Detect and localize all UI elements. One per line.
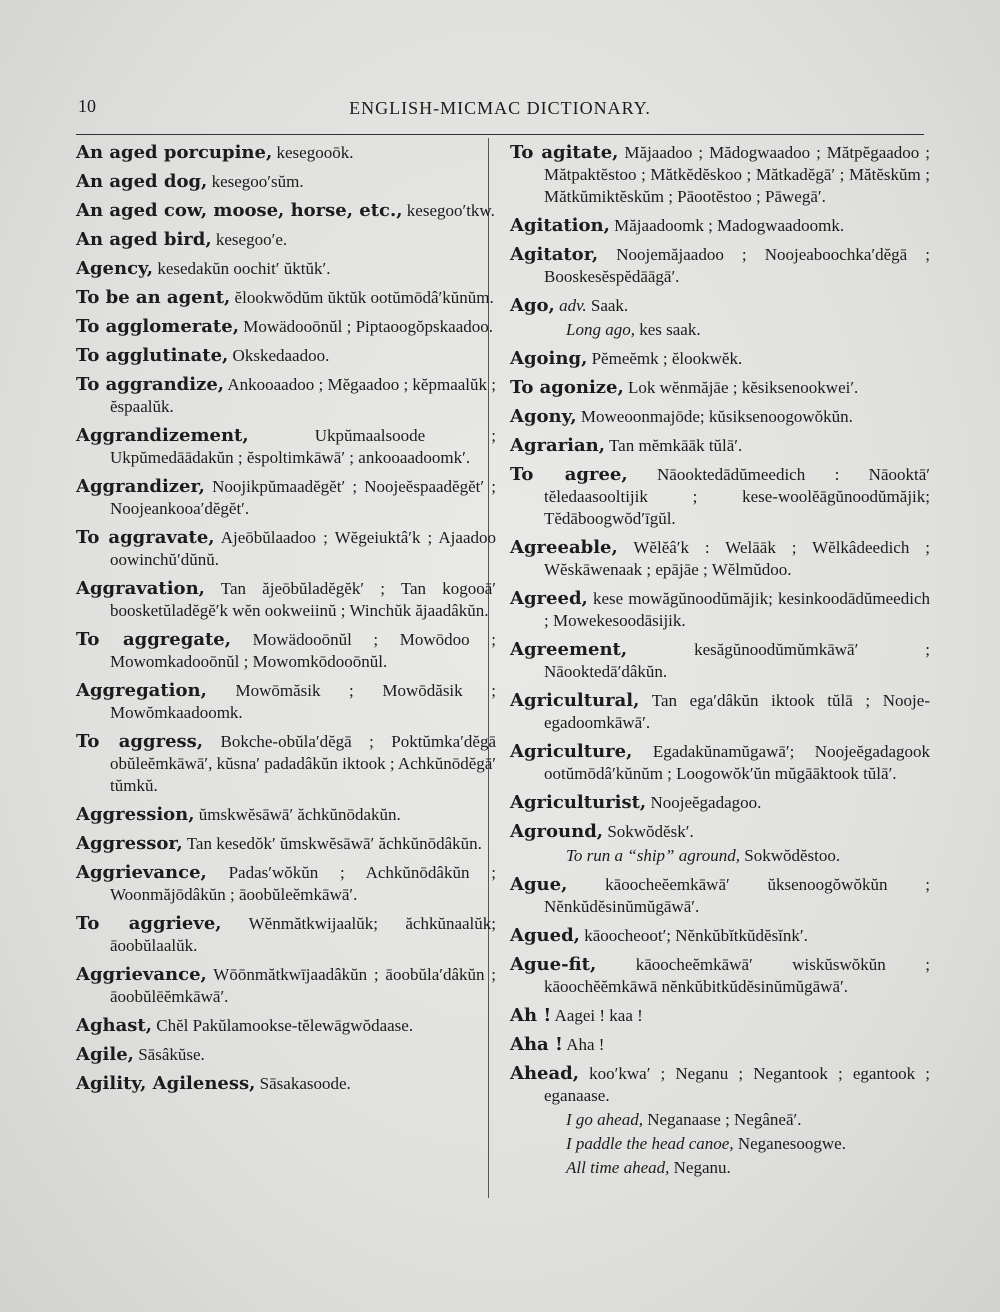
entry-headword: An aged dog, <box>76 171 208 192</box>
entry-headword: Aggravation, <box>76 578 205 599</box>
entry-gloss: Măjaadoomk ; Madogwaadoomk. <box>609 216 845 235</box>
entry-gloss: Padas′wŏkŭn ; Achkŭnōdâkŭn ; Woonmăjōdâkŭn ; āoobŭleĕmkāwā′. <box>110 863 496 904</box>
entry-gloss: Moweoonmajōde; kŭsiksenoogowŏkŭn. <box>576 407 853 426</box>
entry-headword: Agreed, <box>510 588 588 609</box>
entry-headword: Agued, <box>510 925 580 946</box>
dictionary-entry <box>76 1044 496 1066</box>
dictionary-entry <box>76 1073 496 1095</box>
entry-gloss: Mowädooōnŭl ; Piptaoogŏpskaadoo. <box>238 317 494 336</box>
dictionary-entry <box>510 874 930 918</box>
subentry-gloss: Neganu. <box>669 1158 731 1177</box>
entry-gloss: kesedakŭn oochit′ ŭktŭk′. <box>153 259 331 278</box>
dictionary-entry <box>510 741 930 785</box>
dictionary-entry <box>76 258 496 280</box>
dictionary-entry <box>510 348 930 370</box>
entry-gloss: Aagei ! kaa ! <box>551 1006 643 1025</box>
entry-headword: Agricultural, <box>510 690 640 711</box>
entry-headword: Agility, Agileness, <box>76 1073 256 1094</box>
page-header <box>0 96 1000 126</box>
dictionary-entry <box>76 171 496 193</box>
entry-gloss: Tan mĕmkāāk tŭlā′. <box>605 436 743 455</box>
subentry-phrase: I go ahead, <box>566 1110 643 1129</box>
dictionary-entry <box>76 804 496 826</box>
dictionary-subentry <box>510 1157 930 1179</box>
entry-gloss: Okskedaadoo. <box>228 346 330 365</box>
entry-headword: Agoing, <box>510 348 588 369</box>
entry-headword: To agonize, <box>510 377 624 398</box>
entry-headword: Aggrievance, <box>76 862 207 883</box>
entry-headword: Agitator, <box>510 244 599 265</box>
dictionary-entry <box>76 425 496 469</box>
entry-headword: To agitate, <box>510 142 619 163</box>
entry-headword: Aggrandizement, <box>76 425 249 446</box>
entry-headword: To agree, <box>510 464 628 485</box>
entry-gloss: Tan kesedŏk′ ŭmskwĕsāwā′ ăchkŭnōdâkŭn. <box>182 834 482 853</box>
dictionary-entry <box>510 244 930 288</box>
entry-headword: To aggrieve, <box>76 913 222 934</box>
dictionary-subentry <box>510 1133 930 1155</box>
entry-headword: Aggression, <box>76 804 195 825</box>
subentry-phrase: Long ago, <box>566 320 635 339</box>
entry-gloss: Ukpŭmaalsoode ; Ukpŭmedāādakŭn ; ĕspoltimkāwā′ ; ankooaadoomk′. <box>110 426 496 467</box>
entry-headword: Ague-fit, <box>510 954 597 975</box>
dictionary-entry <box>76 964 496 1008</box>
dictionary-entry <box>76 287 496 309</box>
left-column <box>76 142 496 1102</box>
entry-headword: Ahead, <box>510 1063 580 1084</box>
entry-gloss: Sāsâkŭse. <box>133 1045 205 1064</box>
entry-gloss: Noojeĕgadagoo. <box>646 793 762 812</box>
dictionary-entry <box>76 142 496 164</box>
entry-gloss: kese mowăgŭnoodŭmăjik; kesinkoodādŭmeedich ; Mowekesoodāsijik. <box>544 589 930 630</box>
entry-headword: To aggravate, <box>76 527 215 548</box>
entry-headword: Agreement, <box>510 639 628 660</box>
dictionary-entry <box>76 833 496 855</box>
entry-headword: Agency, <box>76 258 154 279</box>
running-title: ENGLISH-MICMAC DICTIONARY. <box>349 98 651 118</box>
entry-headword: Agony, <box>510 406 577 427</box>
entry-gloss: Tan ăjeōbŭladĕgĕk′ ; Tan kogooā′ boosketŭladĕgĕ′k wĕn ookweiinŭ ; Winchŭk ăjaadâkŭn. <box>110 579 496 620</box>
entry-headword: Ago, <box>510 295 555 316</box>
entry-gloss: kesăgŭnoodŭmŭmkāwā′ ; Nāooktedā′dâkŭn. <box>544 640 930 681</box>
entry-gloss: kesegoo′sŭm. <box>207 172 304 191</box>
subentry-gloss: Neganesoogwe. <box>733 1134 846 1153</box>
dictionary-subentry <box>510 1109 930 1131</box>
dictionary-subentry <box>510 319 930 341</box>
entry-gloss: Pĕmeĕmk ; ĕlookwĕk. <box>587 349 743 368</box>
entry-gloss: Sokwŏdĕsk′. <box>603 822 694 841</box>
subentry-gloss: Neganaase ; Negâneā′. <box>642 1110 802 1129</box>
entry-headword: Agitation, <box>510 215 610 236</box>
entry-headword: Aggregation, <box>76 680 207 701</box>
dictionary-entry <box>510 406 930 428</box>
entry-headword: To aggregate, <box>76 629 232 650</box>
entry-gloss: Măjaadoo ; Mădogwaadoo ; Mătpĕgaadoo ; Mătpaktĕstoo ; Mătkĕdĕskoo ; Mătkadĕgā′ ; Mătĕskŭm ; Mătkŭmiktĕskŭm ; Pāootĕstoo ; Pāwegā′. <box>544 143 930 206</box>
entry-headword: Aggrandizer, <box>76 476 205 497</box>
dictionary-entry <box>76 345 496 367</box>
entry-headword: Agreeable, <box>510 537 618 558</box>
dictionary-entry <box>76 1015 496 1037</box>
entry-headword: An aged bird, <box>76 229 212 250</box>
entry-headword: Agile, <box>76 1044 134 1065</box>
dictionary-entry <box>76 862 496 906</box>
entry-gloss: Noojemăjaadoo ; Noojeaboochka′dĕgā ; Booskesĕspĕdāāgā′. <box>544 245 930 286</box>
entry-gloss: Ankooaadoo ; Mĕgaadoo ; kĕpmaalŭk ; ĕspaalŭk. <box>110 375 496 416</box>
entry-gloss: Tan ega′dâkŭn iktook tŭlā ; Nooje-egadoomkāwā′. <box>544 691 930 732</box>
right-column <box>510 142 930 1186</box>
page-number: 10 <box>78 96 96 116</box>
subentry-phrase: To run a “ship” aground, <box>566 846 740 865</box>
entry-gloss: Ajeōbŭlaadoo ; Wĕgeiuktâ′k ; Ajaadoo oowinchŭ′dŭnŭ. <box>110 528 496 569</box>
entry-gloss: Mowädooōnŭl ; Mowōdoo ; Mowomkadooōnŭl ; Mowomkōdooōnŭl. <box>110 630 497 671</box>
entry-headword: An aged porcupine, <box>76 142 273 163</box>
dictionary-entry <box>510 1063 930 1107</box>
dictionary-entry <box>510 435 930 457</box>
dictionary-entry <box>510 215 930 237</box>
dictionary-entry <box>510 690 930 734</box>
entry-gloss: Aha ! <box>562 1035 605 1054</box>
entry-gloss: kesegoo′e. <box>211 230 288 249</box>
entry-gloss: Chĕl Pakŭlamookse-tĕlewāgwŏdaase. <box>152 1016 414 1035</box>
entry-headword: Ah ! <box>510 1005 552 1026</box>
entry-gloss: kāoocheoot′; Nĕnkŭbĭtkŭdĕsĭnk′. <box>579 926 808 945</box>
dictionary-entry <box>510 464 930 530</box>
entry-headword: Aground, <box>510 821 604 842</box>
dictionary-entry <box>510 377 930 399</box>
header-rule <box>76 134 924 135</box>
entry-part-of-speech: adv. <box>559 296 587 315</box>
entry-headword: An aged cow, moose, horse, etc., <box>76 200 403 221</box>
entry-gloss: Noojikpŭmaadĕgĕt′ ; Noojeĕspaadĕgĕt′ ; Noojeankooa′dĕgĕt′. <box>110 477 496 518</box>
dictionary-entry <box>510 821 930 843</box>
entry-gloss: Wĕnmătkwijaalŭk; ăchkŭnaalŭk; āoobŭlaalŭk. <box>110 914 497 955</box>
dictionary-entry <box>510 142 930 208</box>
entry-gloss: Wōōnmătkwījaadâkŭn ; āoobŭla′dâkŭn ; āoobŭlēĕmkāwā′. <box>110 965 496 1006</box>
dictionary-entry <box>76 629 496 673</box>
entry-gloss: Egadakŭnamŭgawā′; Noojeĕgadagook ootŭmōdâ′kŭnŭm ; Loogowŏk′ŭn mŭgāāktook tŭlā′. <box>544 742 930 783</box>
subentry-phrase: I paddle the head canoe, <box>566 1134 734 1153</box>
subentry-gloss: kes saak. <box>634 320 701 339</box>
entry-headword: Agrarian, <box>510 435 606 456</box>
entry-headword: To aggrandize, <box>76 374 225 395</box>
entry-gloss: Bokche-obŭla′dĕgā ; Poktŭmka′dĕgā obŭleĕmkāwā′, kŭsna′ padadâkŭn iktook ; Achkŭnōdĕgā′ tŭmkŭ. <box>110 732 497 795</box>
entry-headword: To agglutinate, <box>76 345 229 366</box>
entry-headword: Aggrievance, <box>76 964 207 985</box>
entry-headword: To be an agent, <box>76 287 231 308</box>
entry-gloss: ĕlookwŏdŭm ŭktŭk ootŭmōdâ′kŭnŭm. <box>230 288 494 307</box>
entry-headword: Aha ! <box>510 1034 563 1055</box>
dictionary-entry <box>510 588 930 632</box>
subentry-gloss: Sokwŏdĕstoo. <box>740 846 841 865</box>
entry-gloss: kāoocheĕmkāwā′ wiskŭswŏkŭn ; kāoochĕĕmkāwā nĕnkŭbitkŭdĕsinŭmŭgāwā′. <box>544 955 930 996</box>
dictionary-entry <box>76 316 496 338</box>
dictionary-subentry <box>510 845 930 867</box>
entry-gloss: Lok wĕnmăjāe ; kĕsiksenookwei′. <box>623 378 859 397</box>
dictionary-entry <box>76 200 496 222</box>
dictionary-entry <box>76 680 496 724</box>
entry-gloss: Wĕlĕâ′k : Welāāk ; Wĕlkâdeedich ; Wĕskāwenaak ; epājāe ; Wĕlmŭdoo. <box>544 538 930 579</box>
entry-gloss: kāoocheĕemkāwā′ ŭksenoogŏwŏkŭn ; Nĕnkŭdĕsinŭmŭgāwā′. <box>544 875 930 916</box>
entry-gloss: ŭmskwĕsāwā′ ăchkŭnōdakŭn. <box>194 805 401 824</box>
dictionary-entry <box>76 731 496 797</box>
entry-headword: Agriculturist, <box>510 792 647 813</box>
entry-gloss: Mowōmăsik ; Mowōdăsik ; Mowŏmkaadoomk. <box>110 681 496 722</box>
entry-gloss: kesegooōk. <box>272 143 354 162</box>
dictionary-entry <box>510 925 930 947</box>
entry-gloss: Saak. <box>586 296 629 315</box>
dictionary-entry <box>76 374 496 418</box>
entry-headword: Aghast, <box>76 1015 153 1036</box>
dictionary-entry <box>510 537 930 581</box>
dictionary-entry <box>510 1034 930 1056</box>
entry-headword: Aggressor, <box>76 833 183 854</box>
entry-headword: Agriculture, <box>510 741 633 762</box>
dictionary-entry <box>510 954 930 998</box>
entry-headword: To agglomerate, <box>76 316 239 337</box>
dictionary-entry <box>76 913 496 957</box>
entry-headword: Ague, <box>510 874 568 895</box>
dictionary-entry <box>510 1005 930 1027</box>
subentry-phrase: All time ahead, <box>566 1158 670 1177</box>
dictionary-entry <box>510 792 930 814</box>
entry-headword: To aggress, <box>76 731 204 752</box>
entry-gloss: Nāooktedādŭmeedich : Nāooktā′ tĕledaasooltijik ; kese-woolĕāgŭnoodŭmăjik; Tĕdāboogwŏd′īgŭl. <box>544 465 930 528</box>
entry-gloss: Sāsakasoode. <box>255 1074 351 1093</box>
dictionary-entry <box>510 295 930 317</box>
dictionary-entry <box>76 229 496 251</box>
dictionary-entry <box>510 639 930 683</box>
entry-gloss: koo′kwa′ ; Neganu ; Negantook ; egantook ; eganaase. <box>544 1064 930 1105</box>
dictionary-entry <box>76 527 496 571</box>
entry-gloss: kesegoo′tkw. <box>402 201 495 220</box>
dictionary-entry <box>76 476 496 520</box>
dictionary-entry <box>76 578 496 622</box>
